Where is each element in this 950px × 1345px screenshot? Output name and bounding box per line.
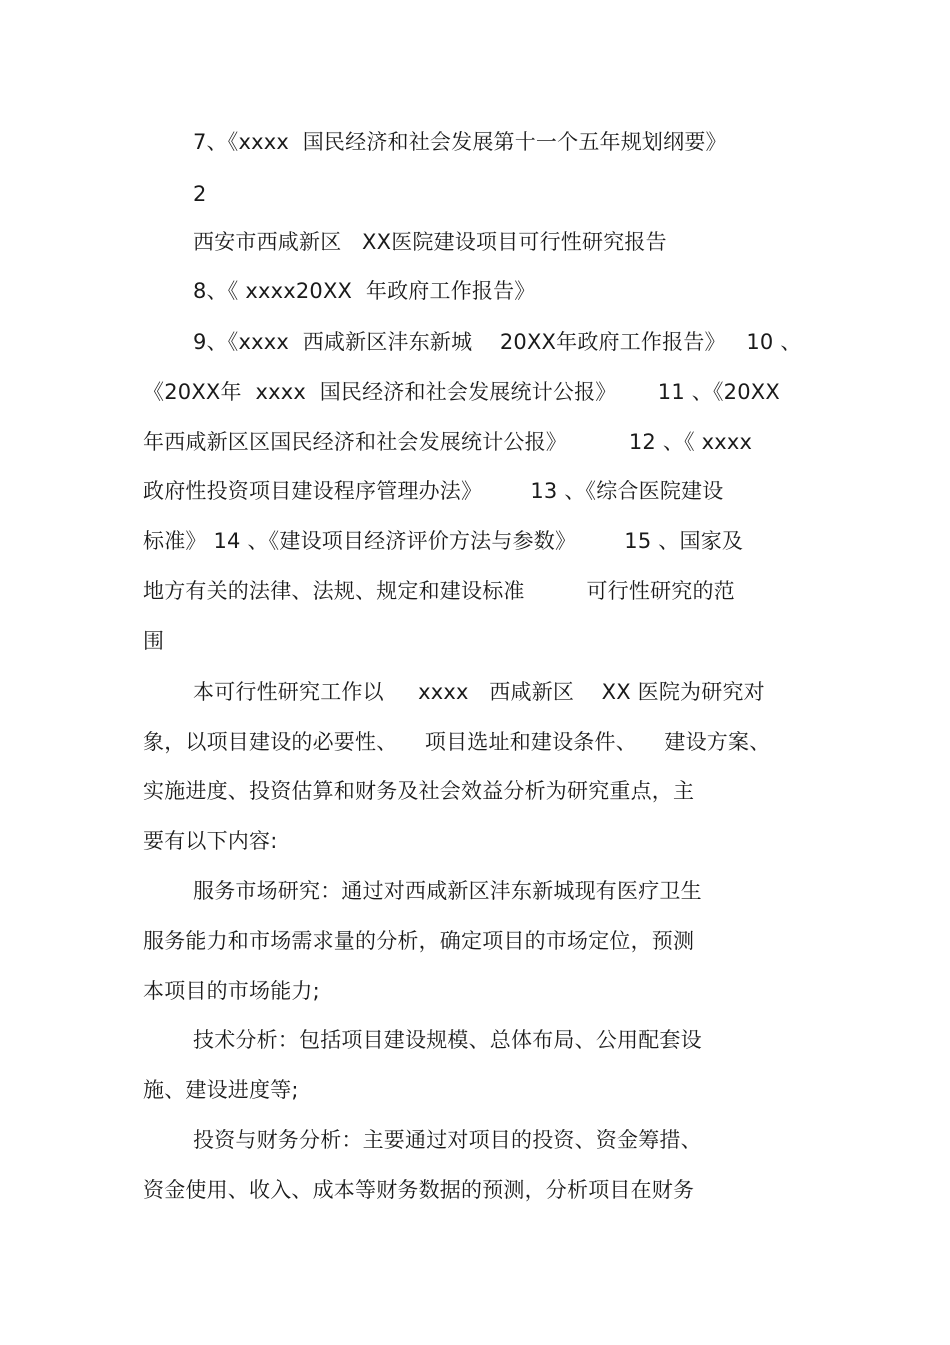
text-line: 地方有关的法律、法规、规定和建设标准 可行性研究的范 — [143, 579, 735, 603]
text-line-ref-8: 8、《 xxxx20XX 年政府工作报告》 — [193, 279, 536, 303]
text-line: 象，以项目建设的必要性、 项目选址和建设条件、 建设方案、 — [143, 730, 771, 754]
text-line: 标准》 14 、《建设项目经济评价方法与参数》 15 、国家及 — [143, 529, 744, 553]
text-line: 实施进度、投资估算和财务及社会效益分析为研究重点，主 — [143, 779, 695, 803]
text-line-ref-7: 7、《xxxx 国民经济和社会发展第十一个五年规划纲要》 — [193, 130, 727, 154]
text-line: 《20XX年 xxxx 国民经济和社会发展统计公报》 11 、《20XX — [143, 380, 780, 404]
text-line: 资金使用、收入、成本等财务数据的预测，分析项目在财务 — [143, 1178, 695, 1202]
paragraph-finance-start: 投资与财务分析：主要通过对项目的投资、资金筹措、 — [193, 1128, 702, 1152]
text-line: 政府性投资项目建设程序管理办法》 13 、《综合医院建设 — [143, 479, 724, 503]
page-number: 2 — [193, 182, 207, 206]
paragraph-scope-start: 本可行性研究工作以 xxxx 西咸新区 XX 医院为研究对 — [193, 680, 765, 704]
paragraph-tech-start: 技术分析：包括项目建设规模、总体布局、公用配套设 — [193, 1028, 702, 1052]
text-line-ref-9: 9、《xxxx 西咸新区沣东新城 20XX年政府工作报告》 10 、 — [193, 330, 802, 354]
text-line: 年西咸新区区国民经济和社会发展统计公报》 12 、《 xxxx — [143, 430, 753, 454]
paragraph-market-start: 服务市场研究：通过对西咸新区沣东新城现有医疗卫生 — [193, 879, 702, 903]
running-header: 西安市西咸新区 XX医院建设项目可行性研究报告 — [193, 230, 667, 254]
text-line: 施、建设进度等; — [143, 1078, 299, 1102]
text-line: 服务能力和市场需求量的分析，确定项目的市场定位，预测 — [143, 929, 695, 953]
text-line: 本项目的市场能力; — [143, 979, 320, 1003]
text-line: 围 — [143, 629, 165, 653]
text-line: 要有以下内容: — [143, 829, 278, 853]
